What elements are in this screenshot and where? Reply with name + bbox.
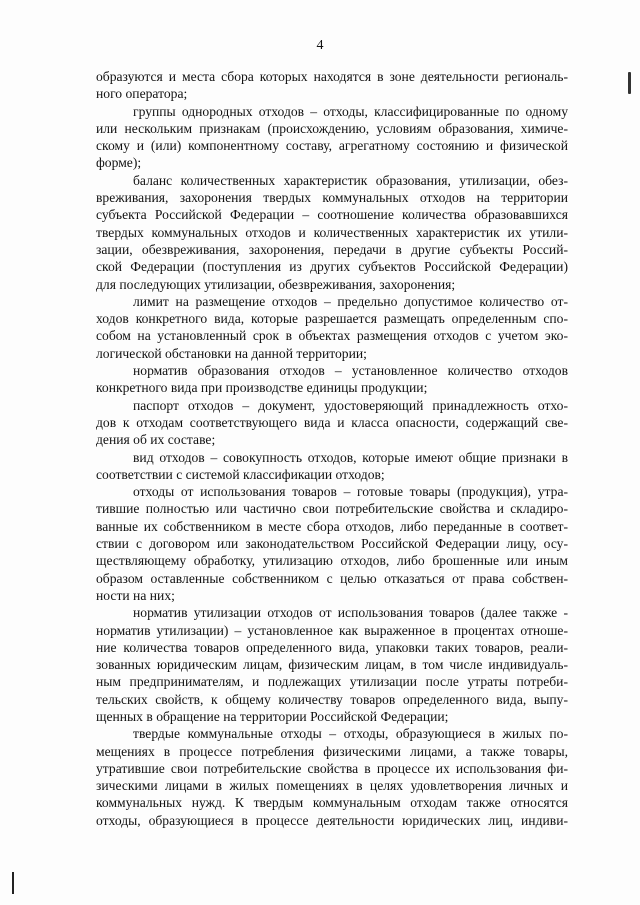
text-line: ванные их собственником в месте сбора отходов, либо переданные в соответ- xyxy=(96,518,568,534)
text-line: ности на них; xyxy=(96,587,175,603)
text-line: норматив утилизации) – установленное как выраженное в процентах отноше- xyxy=(96,622,568,638)
text-line: коммунальных нужд. К твердым коммунальным отходам также относятся xyxy=(96,795,568,811)
text-line: ской Федерации (поступления из других субъектов Российской Федерации) xyxy=(96,259,568,275)
text-line: твердых коммунальных отходов и количественных характеристик их утили- xyxy=(96,224,568,240)
text-line: соответствии с системой классификации отходов; xyxy=(96,466,385,482)
text-line: вид отходов – совокупность отходов, которые имеют общие признаки в xyxy=(133,449,568,465)
text-line: отходы от использования товаров – готовые товары (продукция), утра- xyxy=(133,484,568,500)
text-line: лимит на размещение отходов – предельно допустимое количество от- xyxy=(133,293,568,309)
text-line: ние количества товаров определенного вида, упаковки таких товаров, реали- xyxy=(96,639,568,655)
text-line: образом оставленные собственником с целью отказаться от права собствен- xyxy=(96,570,568,586)
text-line: паспорт отходов – документ, удостоверяющий принадлежность отхо- xyxy=(133,397,568,413)
text-line: отходы, образующиеся в процессе деятельности юридических лиц, индиви- xyxy=(96,812,568,828)
page-number: 4 xyxy=(316,38,324,53)
text-line: ствии с договором или законодательством Российской Федерации лицу, осу- xyxy=(96,536,568,552)
text-line: дения об их составе; xyxy=(96,432,216,448)
text-line: дов к отходам соответствующего вида и класса опасности, содержащий све- xyxy=(96,414,568,430)
text-line: образуются и места сбора которых находятся в зоне деятельности региональ- xyxy=(96,69,568,84)
text-line: зованных юридическим лицам, физическим лицам, в том числе индивидуаль- xyxy=(96,657,568,673)
text-line: субъекта Российской Федерации – соотношение количества образовавшихся xyxy=(96,207,568,223)
text-line: твердые коммунальные отходы – отходы, образующиеся в жилых по- xyxy=(133,726,568,742)
text-line: скому и (или) компонентному составу, агрегатному состоянию и физической xyxy=(96,138,568,154)
text-line: баланс количественных характеристик образования, утилизации, обез- xyxy=(133,172,568,188)
text-line: вреживания, захоронения твердых коммунальных отходов на территории xyxy=(96,190,568,206)
text-line: форме); xyxy=(96,155,142,171)
text-line: для последующих утилизации, обезвреживания, захоронения; xyxy=(96,276,456,292)
text-line: ным предпринимателям, и подлежащих утилизации после утраты потреби- xyxy=(96,674,568,690)
text-line: ходов конкретного вида, которые разрешается размещать определенным спо- xyxy=(96,311,568,327)
text-line: норматив утилизации отходов от использования товаров (далее также - xyxy=(133,605,568,621)
text-line: тившие полностью или частично свои потребительские свойства и складиро- xyxy=(96,501,568,517)
text-line: тельских свойств, к общему количеству товаров определенного вида, выпу- xyxy=(96,691,568,707)
text-line: зации, обезвреживания, захоронения, передачи в другие субъекты Россий- xyxy=(96,241,568,257)
text-line: ного оператора; xyxy=(96,86,188,102)
scan-margin-mark xyxy=(12,872,14,894)
text-line: щенных в обращение на территории Российской Федерации; xyxy=(96,708,449,724)
text-line: ществляющему обработку, утилизацию отходов, либо брошенные или иным xyxy=(96,553,568,569)
text-line: группы однородных отходов – отходы, классифицированные по одному xyxy=(133,103,568,119)
text-line: утратившие свои потребительские свойства в процессе их использования фи- xyxy=(96,760,568,776)
text-line: мещениях в процессе потребления физическими лицами, а также товары, xyxy=(96,743,568,759)
document-body xyxy=(96,68,568,829)
text-line: конкретного вида при производстве единицы продукции; xyxy=(96,380,428,396)
text-line: логической обстановки на данной территории; xyxy=(96,345,367,361)
text-line: собом на установленный срок в объектах размещения отходов с учетом эко- xyxy=(96,328,568,344)
text-line: или нескольким признакам (происхождению, условиям образования, химиче- xyxy=(96,120,568,136)
text-line: зическими лицами в жилых помещениях в целях удовлетворения личных и xyxy=(96,778,568,794)
text-line: норматив образования отходов – установленное количество отходов xyxy=(133,363,568,379)
scan-edge-mark xyxy=(628,72,631,94)
